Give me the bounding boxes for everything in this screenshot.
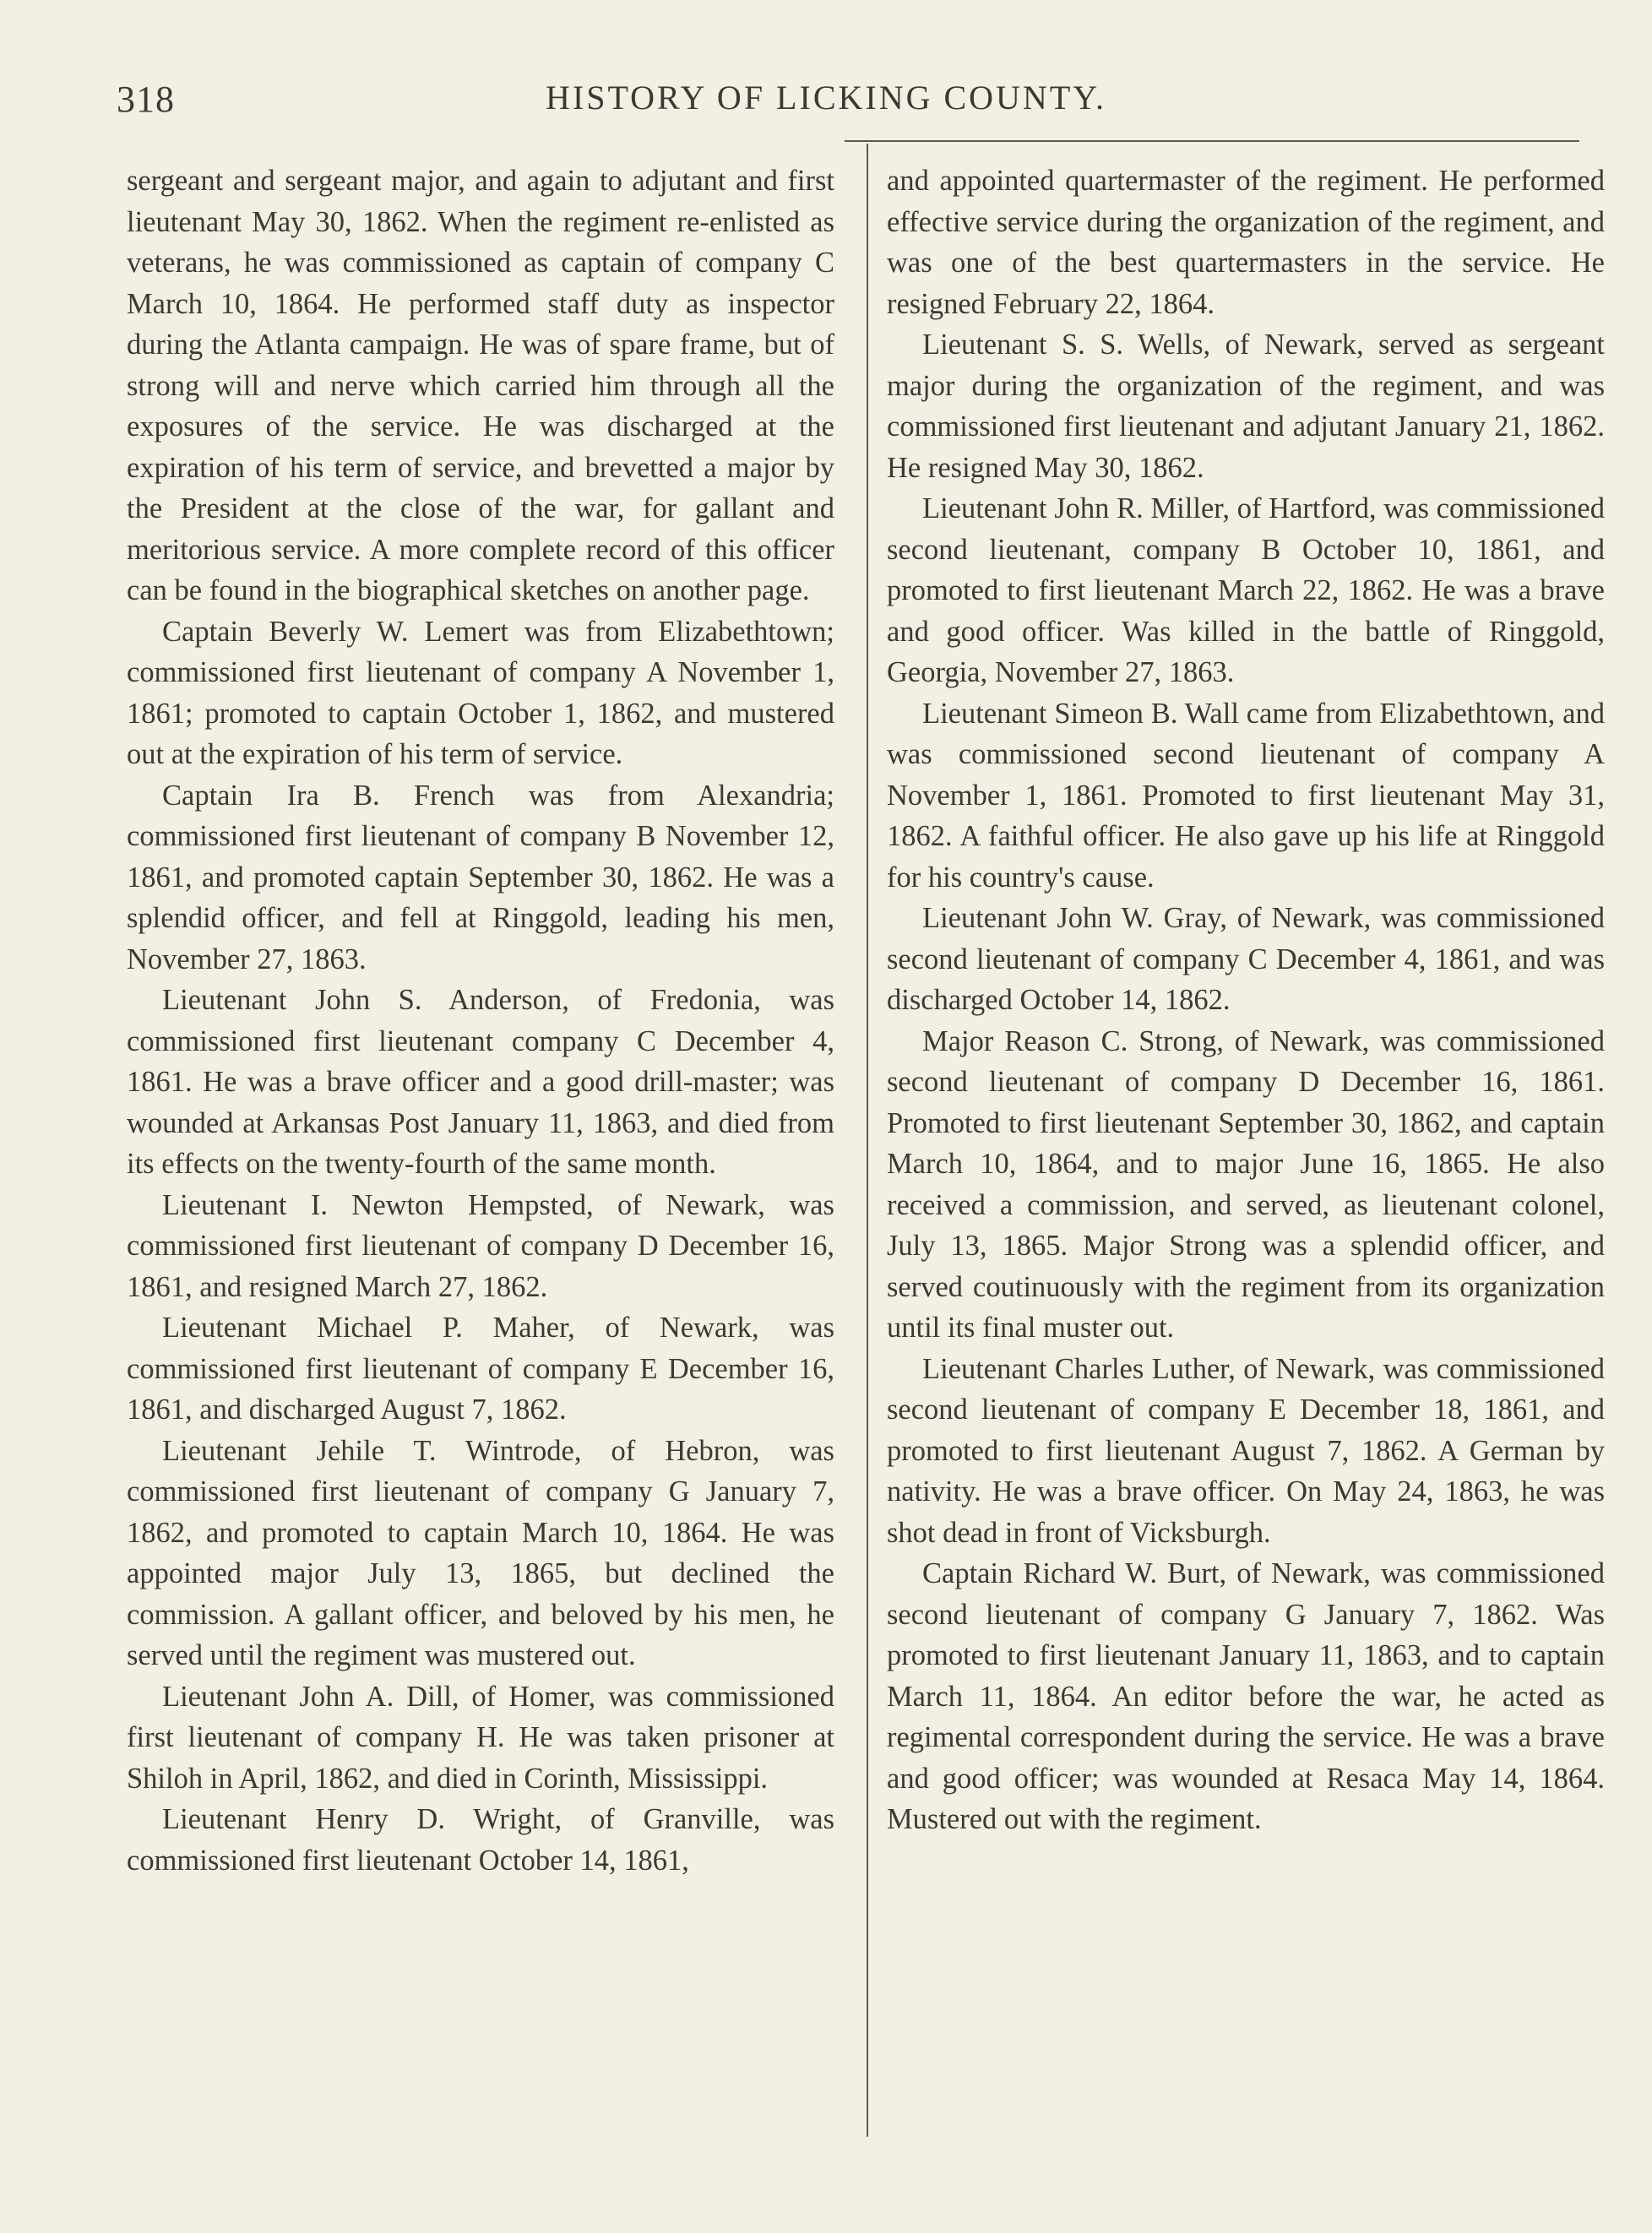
paragraph-maher: Lieutenant Michael P. Maher, of Newark, was commissioned first lieutenant of company E December 16, 1861, and discharged August 7, 1862. [127,1312,834,1426]
paragraph-wright: Lieutenant Henry D. Wright, of Granville, was commissioned first lieutenant October 14, 1861, [127,1803,834,1877]
column-divider [867,144,868,2137]
page-number: 318 [117,79,175,120]
right-column [887,160,1605,1840]
header-rule [845,140,1579,142]
paragraph-dill: Lieutenant John A. Dill, of Homer, was commissioned first lieutenant of company H. He was taken prisoner at Shiloh in April, 1862, and died in Corinth, Mississippi. [127,1680,834,1795]
paragraph-miller: Lieutenant John R. Miller, of Hartford, was commissioned second lieutenant, company B October 10, 1861, and promoted to first lieutenant March 22, 1862. He was a brave and good officer. Was killed in the battle of Ringgold, Georgia, November 27, 1863. [887,492,1605,688]
paragraph-burt: Captain Richard W. Burt, of Newark, was commissioned second lieutenant of company G January 7, 1862. Was promoted to first lieutenant January 11, 1863, and to captain March 11, 1864. An editor before the war, he acted as regimental correspondent during the service. He was a brave and good officer; was wounded at Resaca May 14, 1864. Mustered out with the regiment. [887,1557,1605,1835]
paragraph-continued: sergeant and sergeant major, and again to adjutant and first lieutenant May 30, 1862. When the regiment re-enlisted as veterans, he was commissioned as captain of company C March 10, 1864. He performed staff duty as inspector during the Atlanta campaign. He was of spare frame, but of strong will and nerve which carried him through all the exposures of the service. He was discharged at the expiration of his term of service, and brevetted a major by the President at the close of the war, for gallant and meritorious service. A more complete record of this officer can be found in the biographical sketches on another page. [127,165,834,606]
paragraph-wall: Lieutenant Simeon B. Wall came from Elizabethtown, and was commissioned second lieutenant of company A November 1, 1861. Promoted to first lieutenant May 31, 1862. A faithful officer. He also gave up his life at Ringgold for his country's cause. [887,697,1605,894]
paragraph-gray: Lieutenant John W. Gray, of Newark, was commissioned second lieutenant of company C December 4, 1861, and was discharged October 14, 1862. [887,902,1605,1016]
left-column [127,160,834,1881]
paragraph-luther: Lieutenant Charles Luther, of Newark, was commissioned second lieutenant of company E December 18, 1861, and promoted to first lieutenant August 7, 1862. A German by nativity. He was a brave officer. On May 24, 1863, he was shot dead in front of Vicksburgh. [887,1352,1605,1549]
paragraph-wright-continued: and appointed quartermaster of the regiment. He performed effective service during the organization of the regiment, and was one of the best quartermasters in the service. He resigned February 22, 1864. [887,165,1605,320]
paragraph-wells: Lieutenant S. S. Wells, of Newark, served as sergeant major during the organization of the regiment, and was commissioned first lieutenant and adjutant January 21, 1862. He resigned May 30, 1862. [887,329,1605,484]
paragraph-lemert: Captain Beverly W. Lemert was from Elizabethtown; commissioned first lieutenant of company A November 1, 1861; promoted to captain October 1, 1862, and mustered out at the expiration of his term of service. [127,615,834,770]
paragraph-strong: Major Reason C. Strong, of Newark, was commissioned second lieutenant of company D December 16, 1861. Promoted to first lieutenant September 30, 1862, and captain March 10, 1864, and to major June 16, 1865. He also received a commission, and served, as lieutenant colonel, July 13, 1865. Major Strong was a splendid officer, and served coutinuously with the regiment from its organization until its final muster out. [887,1024,1605,1344]
paragraph-hempsted: Lieutenant I. Newton Hempsted, of Newark, was commissioned first lieutenant of company D December 16, 1861, and resigned March 27, 1862. [127,1188,834,1303]
running-head: HISTORY OF LICKING COUNTY. [546,79,1106,117]
paragraph-french: Captain Ira B. French was from Alexandria; commissioned first lieutenant of company B November 12, 1861, and promoted captain September 30, 1862. He was a splendid officer, and fell at Ringgold, leading his men, November 27, 1863. [127,779,834,975]
paragraph-anderson: Lieutenant John S. Anderson, of Fredonia, was commissioned first lieutenant company C December 4, 1861. He was a brave officer and a good drill-master; was wounded at Arkansas Post January 11, 1863, and died from its effects on the twenty-fourth of the same month. [127,984,834,1180]
paragraph-wintrode: Lieutenant Jehile T. Wintrode, of Hebron, was commissioned first lieutenant of company G January 7, 1862, and promoted to captain March 10, 1864. He was appointed major July 13, 1865, but declined the commission. A gallant officer, and beloved by his men, he served until the regiment was mustered out. [127,1434,834,1671]
